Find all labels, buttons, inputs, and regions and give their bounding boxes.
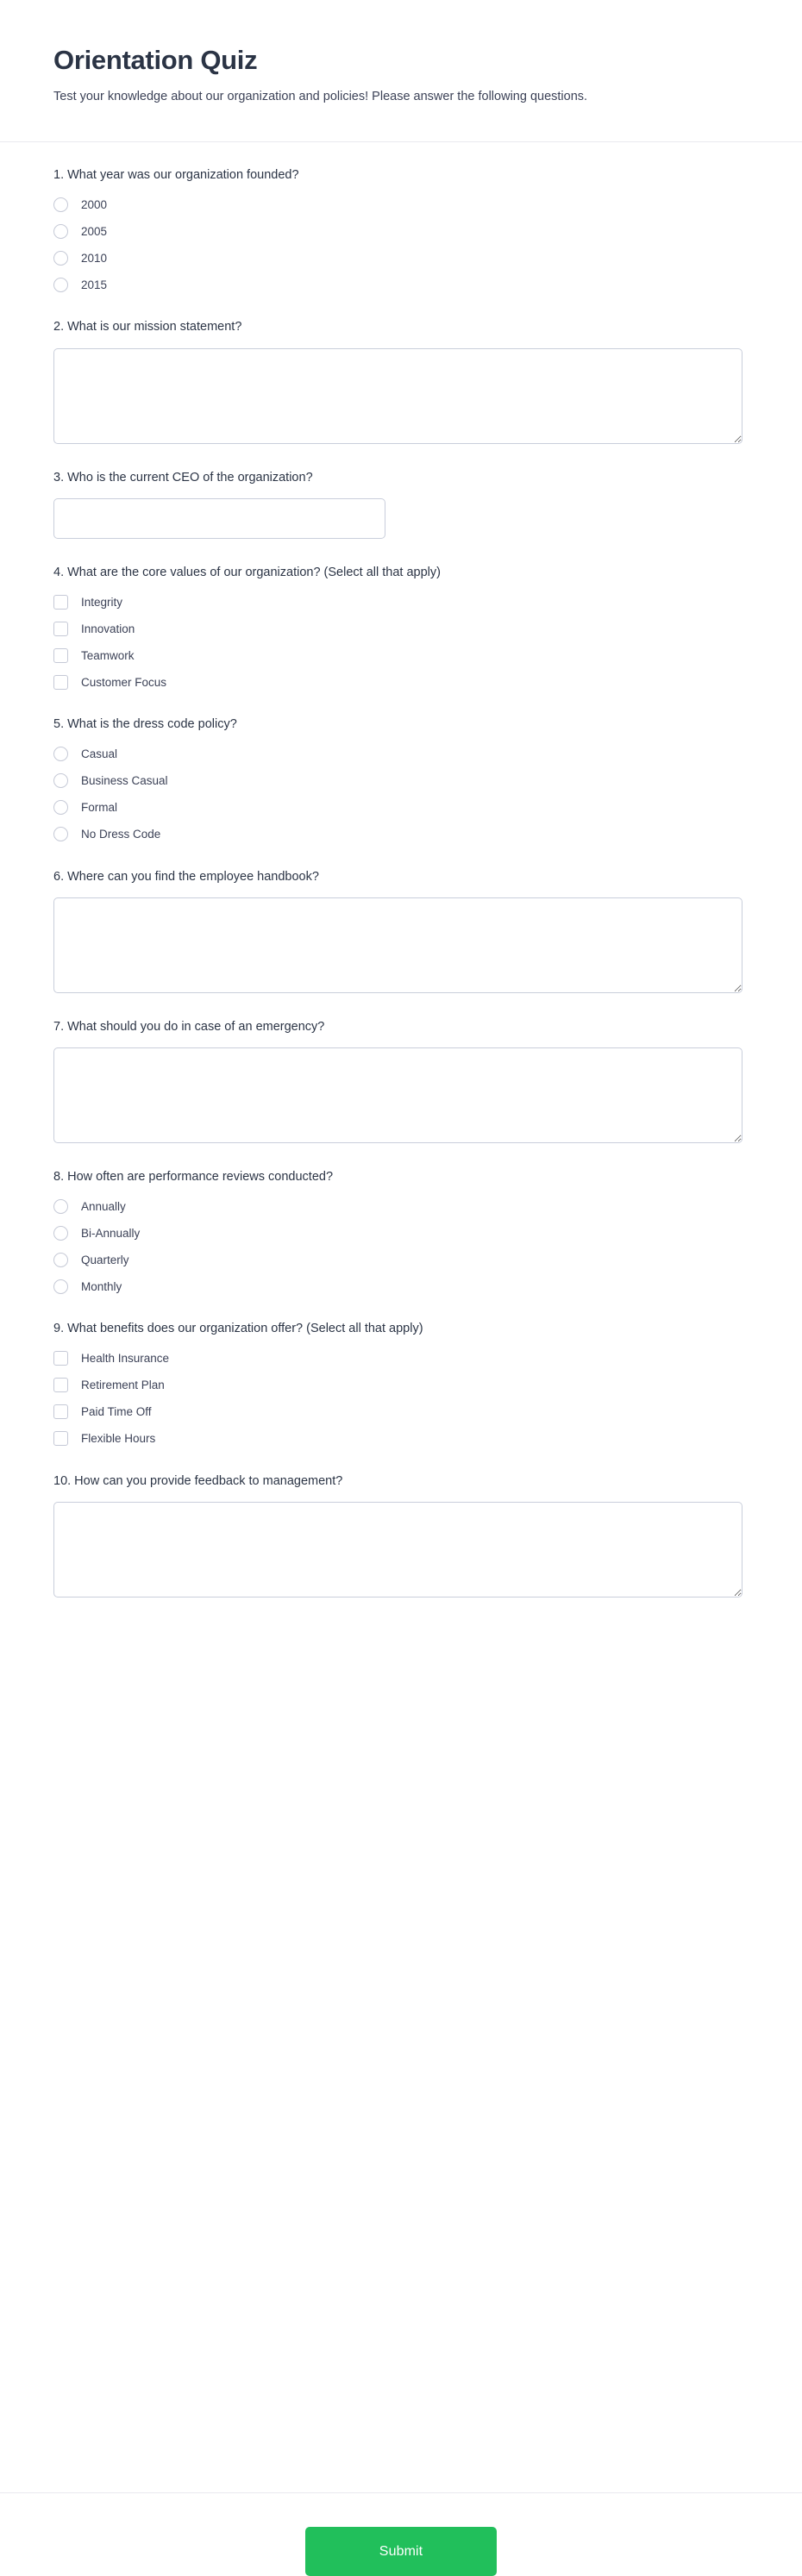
radio-option[interactable] [53, 222, 749, 240]
checkbox-square-icon[interactable] [53, 1351, 68, 1366]
radio-option[interactable] [53, 1224, 749, 1241]
checkbox-option[interactable] [53, 593, 749, 610]
option-label: Casual [81, 747, 118, 760]
page-title: Orientation Quiz [53, 45, 258, 75]
radio-option[interactable] [53, 249, 749, 266]
question-label: 1. What year was our organization founded? [53, 168, 299, 183]
question-5 [53, 716, 749, 842]
radio-circle-icon[interactable] [53, 278, 68, 292]
option-label: Customer Focus [81, 675, 167, 689]
radio-circle-icon[interactable] [53, 1279, 68, 1294]
question-2 [53, 318, 749, 443]
form-footer [0, 2493, 802, 2576]
option-label: Innovation [81, 622, 135, 635]
radio-option[interactable] [53, 196, 749, 213]
form-header [0, 0, 802, 141]
option-label: 2000 [81, 197, 108, 211]
option-label: 2005 [81, 224, 108, 238]
radio-circle-icon[interactable] [53, 251, 68, 266]
question-8 [53, 1168, 749, 1295]
question-6 [53, 868, 749, 993]
radio-option[interactable] [53, 826, 749, 843]
question-label: 9. What benefits does our organization offer? (Select all that apply) [53, 1322, 423, 1336]
option-label: Flexible Hours [81, 1432, 156, 1446]
radio-circle-icon[interactable] [53, 773, 68, 788]
option-label: Annually [81, 1199, 126, 1213]
checkbox-square-icon[interactable] [53, 1378, 68, 1392]
option-label: Retirement Plan [81, 1379, 165, 1392]
checkbox-option[interactable] [53, 673, 749, 691]
checkbox-square-icon[interactable] [53, 622, 68, 636]
option-label: Health Insurance [81, 1352, 170, 1366]
long-answer-textarea[interactable] [53, 897, 742, 993]
option-label: Teamwork [81, 648, 135, 662]
radio-circle-icon[interactable] [53, 827, 68, 841]
question-10 [53, 1472, 749, 1597]
checkbox-group [53, 1350, 749, 1447]
radio-circle-icon[interactable] [53, 800, 68, 815]
radio-group [53, 196, 749, 293]
question-label: 2. What is our mission statement? [53, 320, 242, 335]
option-label: No Dress Code [81, 827, 161, 841]
radio-group [53, 1197, 749, 1295]
checkbox-option[interactable] [53, 1350, 749, 1367]
radio-option[interactable] [53, 772, 749, 790]
form-description: Test your knowledge about our organization and policies! Please answer the following questions. [53, 89, 588, 103]
radio-circle-icon[interactable] [53, 224, 68, 239]
question-7 [53, 1018, 749, 1143]
option-label: Formal [81, 800, 118, 814]
radio-option[interactable] [53, 1251, 749, 1268]
option-label: Bi-Annually [81, 1226, 141, 1240]
radio-option[interactable] [53, 276, 749, 293]
option-label: Quarterly [81, 1253, 129, 1266]
question-1 [53, 166, 749, 293]
checkbox-square-icon[interactable] [53, 675, 68, 690]
checkbox-square-icon[interactable] [53, 1431, 68, 1446]
radio-group [53, 746, 749, 843]
question-9 [53, 1320, 749, 1447]
header-spacer [53, 106, 749, 141]
long-answer-textarea[interactable] [53, 348, 742, 444]
radio-option[interactable] [53, 1197, 749, 1215]
radio-circle-icon[interactable] [53, 1253, 68, 1267]
short-answer-input[interactable] [53, 498, 385, 539]
checkbox-option[interactable] [53, 1377, 749, 1394]
checkbox-square-icon[interactable] [53, 648, 68, 663]
radio-option[interactable] [53, 1278, 749, 1295]
question-label: 8. How often are performance reviews conducted? [53, 1170, 334, 1185]
option-label: 2015 [81, 278, 108, 291]
long-answer-textarea[interactable] [53, 1502, 742, 1597]
questions-container [0, 142, 802, 2473]
question-label: 3. Who is the current CEO of the organization? [53, 470, 313, 485]
checkbox-square-icon[interactable] [53, 595, 68, 610]
submit-button[interactable]: Submit [305, 2527, 497, 2576]
radio-circle-icon[interactable] [53, 1199, 68, 1214]
checkbox-option[interactable] [53, 1430, 749, 1447]
option-label: Integrity [81, 595, 123, 609]
checkbox-square-icon[interactable] [53, 1404, 68, 1419]
question-3 [53, 469, 749, 539]
option-label: Paid Time Off [81, 1405, 152, 1419]
question-label: 6. Where can you find the employee handbook? [53, 869, 319, 884]
checkbox-option[interactable] [53, 620, 749, 637]
option-label: 2010 [81, 251, 108, 265]
radio-option[interactable] [53, 746, 749, 763]
question-label: 10. How can you provide feedback to management? [53, 1473, 343, 1488]
option-label: Business Casual [81, 773, 168, 787]
radio-circle-icon[interactable] [53, 747, 68, 761]
question-label: 4. What are the core values of our organization? (Select all that apply) [53, 566, 441, 579]
question-label: 7. What should you do in case of an emergency? [53, 1019, 325, 1034]
option-label: Monthly [81, 1279, 122, 1293]
radio-circle-icon[interactable] [53, 197, 68, 212]
checkbox-option[interactable] [53, 1404, 749, 1421]
checkbox-option[interactable] [53, 647, 749, 664]
question-4 [53, 564, 749, 691]
radio-circle-icon[interactable] [53, 1226, 68, 1241]
question-label: 5. What is the dress code policy? [53, 717, 237, 732]
checkbox-group [53, 593, 749, 691]
radio-option[interactable] [53, 799, 749, 816]
long-answer-textarea[interactable] [53, 1047, 742, 1143]
